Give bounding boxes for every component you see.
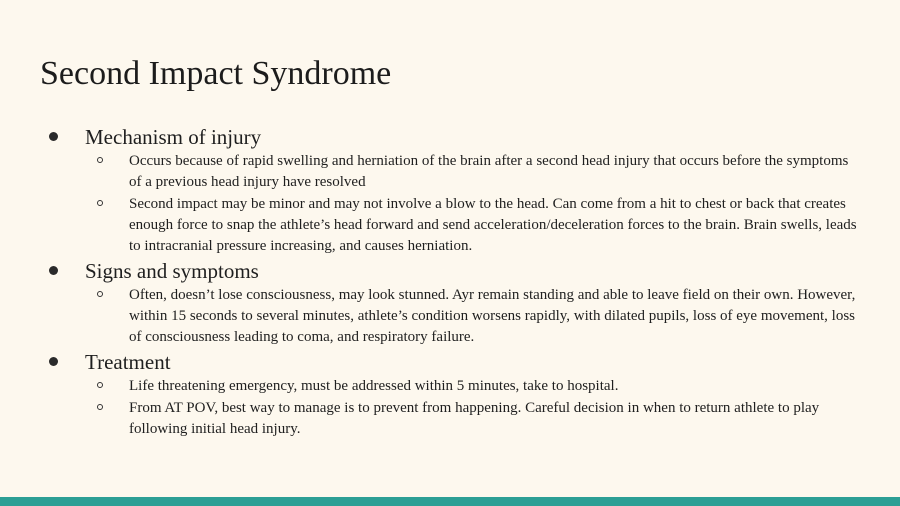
list-item bbox=[0, 398, 900, 440]
list-item-text: Occurs because of rapid swelling and herniation of the brain after a second head injury that occurs before the symptoms of a previous head injury have resolved bbox=[129, 153, 849, 190]
section-head bbox=[0, 258, 900, 284]
sub-list bbox=[0, 285, 900, 348]
section-mechanism bbox=[0, 124, 900, 257]
list-item-text: Often, doesn’t lose consciousness, may look stunned. Ayr remain standing and able to leave field on their own. However, within 15 seconds to several minutes, athlete’s condition worsens rapidly, with dilated pupils, loss of eye movement, loss of consciousness leading to coma, and respiratory failure. bbox=[129, 287, 856, 345]
hollow-circle-bullet-icon bbox=[97, 200, 103, 206]
section-signs-and-symptoms bbox=[0, 258, 900, 348]
section-label: Treatment bbox=[85, 350, 171, 374]
bullet-dot-icon bbox=[49, 357, 58, 366]
section-label: Mechanism of injury bbox=[85, 125, 262, 149]
slide-title: Second Impact Syndrome bbox=[40, 55, 392, 92]
bullet-dot-icon bbox=[49, 132, 58, 141]
list-item bbox=[0, 194, 900, 257]
hollow-circle-bullet-icon bbox=[97, 382, 103, 388]
section-label: Signs and symptoms bbox=[85, 259, 259, 283]
accent-bar bbox=[0, 497, 900, 506]
hollow-circle-bullet-icon bbox=[97, 157, 103, 163]
bullet-dot-icon bbox=[49, 266, 58, 275]
section-head bbox=[0, 349, 900, 375]
list-item bbox=[0, 285, 900, 348]
list-item-text: Second impact may be minor and may not involve a blow to the head. Can come from a hit to chest or back that creates enough force to snap the athlete’s head forward and send acceleration/deceleration forces to the brain. Brain swells, leads to intracranial pressure increasing, and causes herniation. bbox=[129, 196, 857, 254]
hollow-circle-bullet-icon bbox=[97, 291, 103, 297]
sub-list bbox=[0, 376, 900, 440]
list-item-text: Life threatening emergency, must be addressed within 5 minutes, take to hospital. bbox=[129, 378, 619, 394]
list-item bbox=[0, 151, 900, 193]
section-treatment bbox=[0, 349, 900, 440]
hollow-circle-bullet-icon bbox=[97, 404, 103, 410]
list-item bbox=[0, 376, 900, 397]
sub-list bbox=[0, 151, 900, 257]
list-item-text: From AT POV, best way to manage is to prevent from happening. Careful decision in when to return athlete to play following initial head injury. bbox=[129, 400, 820, 437]
slide-content bbox=[0, 124, 900, 441]
section-head bbox=[0, 124, 900, 150]
